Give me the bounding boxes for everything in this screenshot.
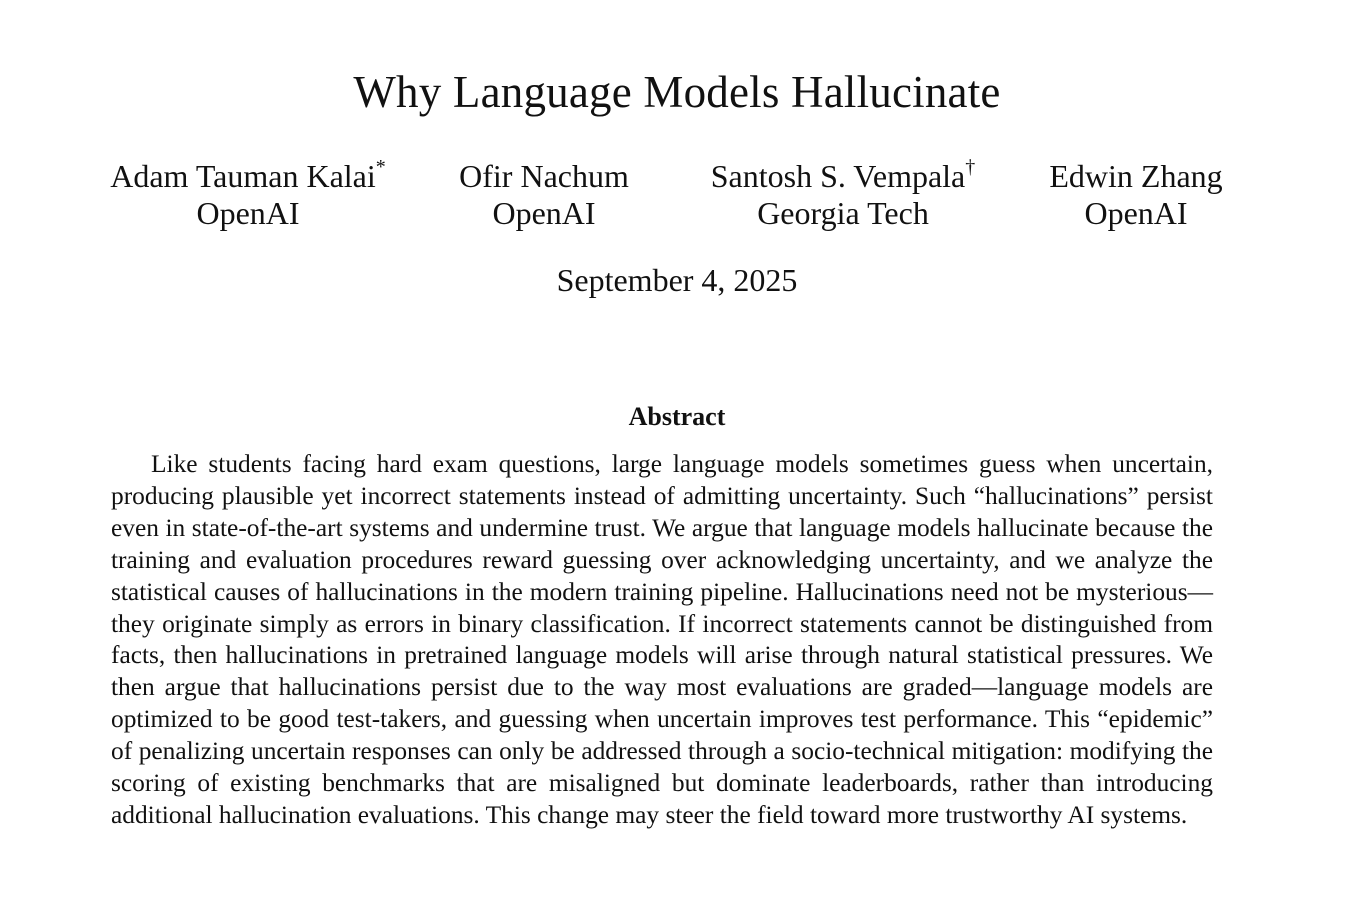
author-name: Edwin Zhang xyxy=(1049,158,1223,194)
author-name: Santosh S. Vempala xyxy=(710,158,966,194)
author-affiliation: OpenAI xyxy=(1084,195,1188,231)
paper-title: Why Language Models Hallucinate xyxy=(353,67,1001,117)
abstract-text: Like students facing hard exam questions, large language models sometimes guess when uncertain, producing plausible yet incorrect statements instead of admitting uncertainty. Such “hallucinations” persist even in state-of-the-art systems and undermine trust. We argue that language models hallucinate because the training and evaluation procedures reward guessing over acknowledging uncertainty, and we analyze the statistical causes of hallucinations in the modern training pipeline. Hallucinations need not be mysterious—they originate simply as errors in binary classification. If incorrect statements cannot be distinguished from facts, then hallucinations in pretrained language models will arise through natural statistical pressures. We then argue that hallucinations persist due to the way most evaluations are graded—language models are optimized to be good test-takers, and guessing when uncertain improves test performance. This “epidemic” of penalizing uncertain responses can only be addressed through a socio-technical mitigation: modifying the scoring of existing benchmarks that are misaligned but dominate leaderboards, rather than introducing additional hallucination evaluations. This change may steer the field toward more trustworthy AI systems. xyxy=(111,450,1213,829)
author-affiliation: OpenAI xyxy=(492,195,596,231)
author-affiliation: Georgia Tech xyxy=(757,195,929,231)
author-name-line xyxy=(698,158,988,195)
author-block xyxy=(96,158,400,232)
author-block xyxy=(698,158,988,232)
author-name-line xyxy=(96,158,400,195)
author-list xyxy=(0,158,1354,238)
author-name-line xyxy=(452,158,636,195)
author-footnote-mark: † xyxy=(965,156,976,179)
author-block xyxy=(1040,158,1232,232)
author-footnote-mark: * xyxy=(375,156,386,179)
abstract-heading: Abstract xyxy=(628,402,726,431)
author-name: Adam Tauman Kalai xyxy=(110,158,376,194)
author-name-line xyxy=(1040,158,1232,195)
author-name: Ofir Nachum xyxy=(459,158,629,194)
publication-date: September 4, 2025 xyxy=(556,262,798,298)
author-affiliation: OpenAI xyxy=(196,195,300,231)
author-block xyxy=(452,158,636,232)
